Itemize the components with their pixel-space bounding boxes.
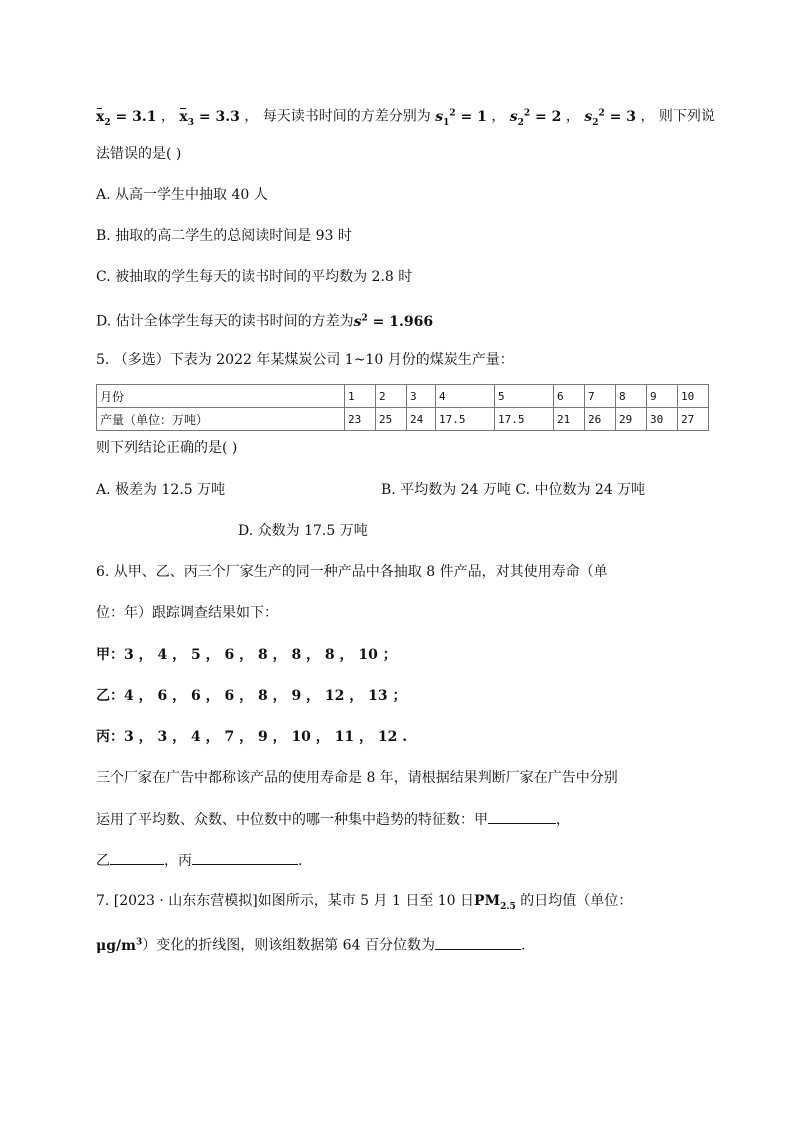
q7-line2-b: ）变化的折线图，则该组数据第 64 百分位数为: [142, 937, 435, 954]
q7-line1-b: 的日均值（单位：: [515, 893, 633, 909]
table-row: [97, 385, 709, 408]
unit-text: μg/m: [96, 937, 136, 954]
table-cell: 1: [345, 385, 376, 408]
q4-option-d-text: D. 估计全体学生每天的读书时间的方差为: [96, 313, 354, 330]
q6-period: .: [298, 853, 303, 869]
q4-option-d: [96, 308, 433, 332]
table-row-head: 月份: [97, 385, 345, 408]
q4-option-a: A. 从高一学生中抽取 40 人: [96, 187, 268, 203]
q4-line2: 法错误的是( ): [96, 146, 182, 162]
q6-yi-label: 乙: [96, 853, 110, 869]
answer-blank-jia[interactable]: [488, 809, 556, 824]
q7-period: .: [520, 937, 526, 954]
table-cell: 8: [616, 385, 647, 408]
q5-option-a: A. 极差为 12.5 万吨: [96, 482, 226, 498]
table-cell: 30: [647, 408, 678, 431]
table-cell: 21: [554, 408, 585, 431]
q5-option-d: D. 众数为 17.5 万吨: [238, 523, 368, 539]
q4-line1-text: 每天读书时间的方差分别为: [262, 108, 431, 125]
table-cell: 2: [376, 385, 407, 408]
answer-blank-bing[interactable]: [192, 850, 298, 865]
var-s3: $s_2^2 = 3$: [584, 108, 636, 128]
q5-option-bc: B. 平均数为 24 万吨 C. 中位数为 24 万吨: [381, 482, 646, 498]
q4-option-b: B. 抽取的高二学生的总阅读时间是 93 时: [96, 228, 352, 244]
table-cell: 17.5: [495, 408, 554, 431]
table-cell: 3: [407, 385, 436, 408]
q6-data-bing: 丙：3 ， 3 ， 4 ， 7 ， 9 ， 10 ， 11 ， 12 .: [96, 729, 408, 745]
var-s2: $s_2^2 = 2$: [509, 108, 562, 128]
q4-line1: $x_2 = 3.1$ ， $x_3 = 3.3$ ， 每天读书时间的方差分别为 $s_1^2 = 1$ ， $s_2^2 = 2$ ， $s_2^2 = 3$ ， 则下列说: [96, 108, 715, 128]
table-cell: 10: [678, 385, 709, 408]
unit-label: [96, 938, 142, 954]
q6-bing-label: ，丙: [164, 853, 192, 869]
pm-sub: 2.5: [500, 901, 516, 912]
q6-text-2: [96, 809, 570, 830]
q6-stem-1: 6. 从甲、乙、丙三个厂家生产的同一种产品中各抽取 8 件产品，对其使用寿命（单: [96, 564, 608, 580]
table-cell: 27: [678, 408, 709, 431]
table-row: [97, 408, 709, 431]
table-cell: 24: [407, 408, 436, 431]
table-cell: 9: [647, 385, 678, 408]
q4-option-d-math: $s^2 = 1.966$: [353, 313, 434, 330]
pm-text: PM: [474, 893, 501, 909]
q5-conclusion: 则下列结论正确的是( ): [96, 440, 238, 456]
q7-line1: [96, 891, 632, 917]
q6-data-yi: 乙：4 ， 6 ， 6 ， 6 ， 8 ， 9 ， 12 ， 13 ；: [96, 688, 407, 704]
table-cell: 25: [376, 408, 407, 431]
table-cell: 23: [345, 408, 376, 431]
q7-line1-a: 7. [2023 · 山东东营模拟]如图所示，某市 5 月 1 日至 10 日: [96, 893, 475, 909]
answer-blank-yi[interactable]: [110, 850, 164, 865]
table-cell: 4: [436, 385, 495, 408]
table-cell: 26: [585, 408, 616, 431]
table-cell: 7: [585, 385, 616, 408]
q4-option-c: C. 被抽取的学生每天的读书时间的平均数为 2.8 时: [96, 269, 413, 285]
q6-text-1: 三个厂家在广告中都称该产品的使用寿命是 8 年，请根据结果判断厂家在广告中分别: [96, 770, 618, 786]
var-s1: $s_1^2 = 1$: [435, 108, 487, 128]
answer-blank-q7[interactable]: [435, 935, 521, 950]
table-row-head: 产量（单位：万吨）: [97, 408, 345, 431]
var-x2: $x_2 = 3.1$: [96, 108, 157, 128]
unit-sup: 3: [135, 937, 143, 947]
q6-text-3: [96, 850, 302, 871]
q6-text-2-label: 运用了平均数、众数、中位数中的哪一种集中趋势的特征数：甲: [96, 812, 488, 828]
var-x3: $x_3 = 3.3$: [179, 108, 240, 128]
pm-label: [474, 893, 516, 912]
q4-line1-tail: 则下列说: [658, 108, 715, 125]
q7-line2: [96, 932, 525, 956]
production-table: [96, 384, 709, 431]
table-cell: 29: [616, 408, 647, 431]
q5-stem: 5. （多选）下表为 2022 年某煤炭公司 1~10 月份的煤炭生产量：: [96, 352, 514, 368]
q6-comma: ，: [556, 812, 570, 828]
table-cell: 17.5: [436, 408, 495, 431]
q6-stem-2: 位：年）跟踪调查结果如下：: [96, 605, 278, 621]
table-cell: 5: [495, 385, 554, 408]
q6-data-jia: 甲：3 ， 4 ， 5 ， 6 ， 8 ， 8 ， 8 ， 10 ；: [96, 647, 397, 663]
table-cell: 6: [554, 385, 585, 408]
